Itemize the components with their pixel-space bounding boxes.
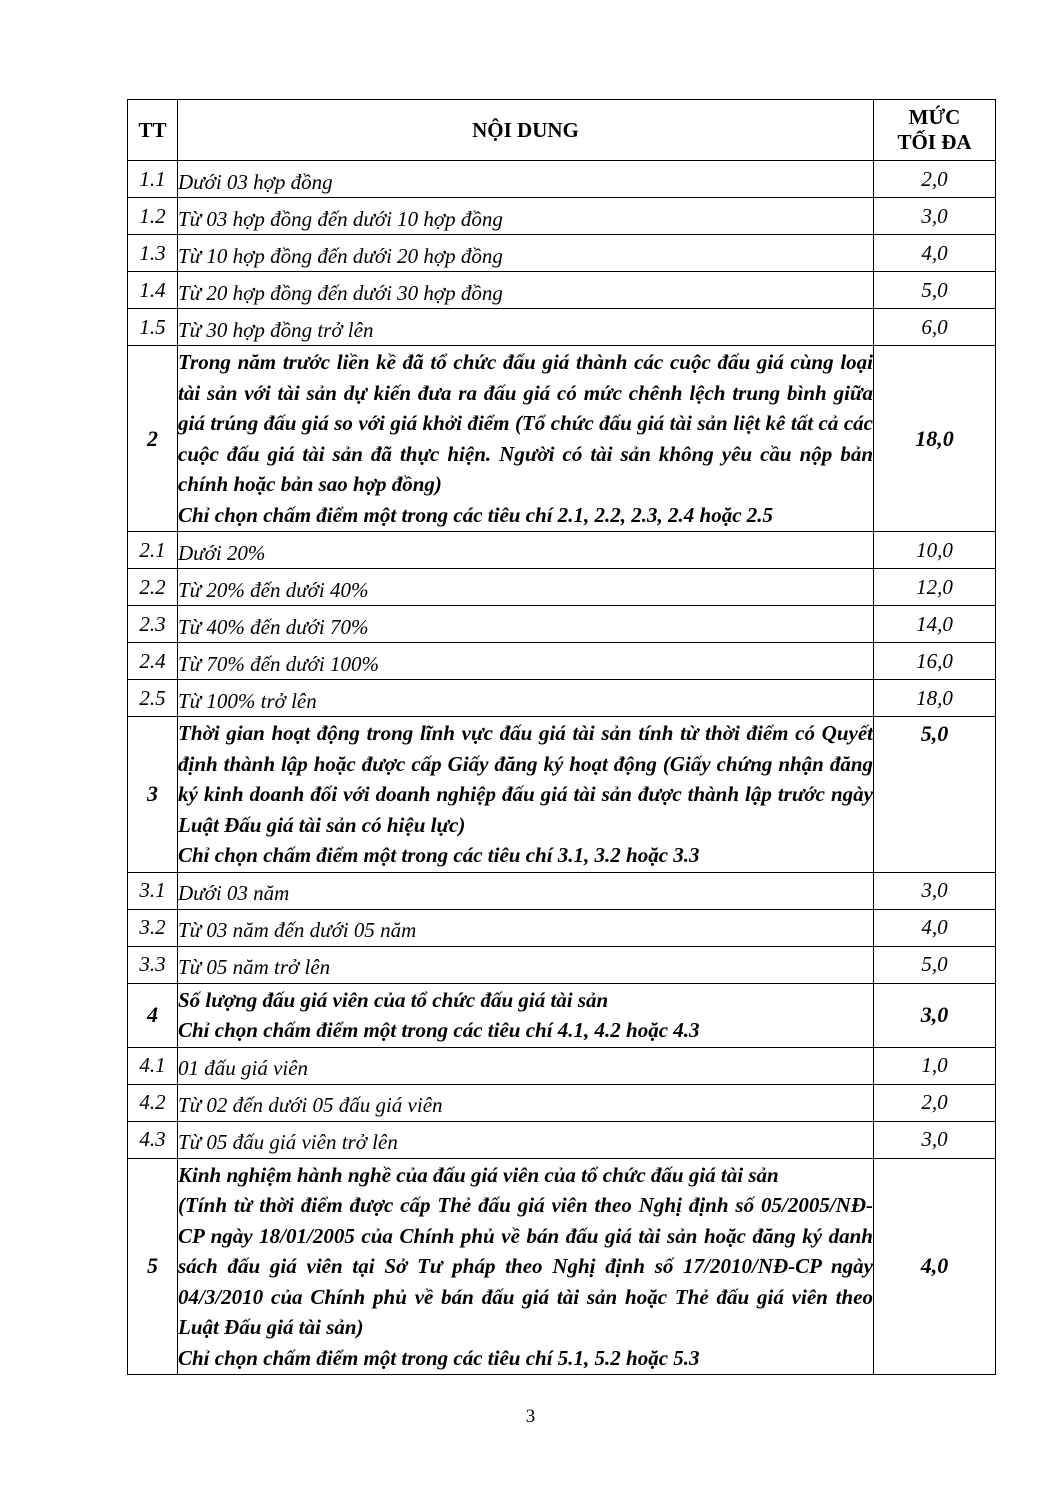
header-muc-toi-da bbox=[874, 100, 996, 161]
row-max: 2,0 bbox=[874, 161, 996, 198]
table-row bbox=[128, 909, 996, 946]
criterion-description: Kinh nghiệm hành nghề của đấu giá viên của tổ chức đấu giá tài sản bbox=[178, 1162, 779, 1187]
table-row bbox=[128, 161, 996, 198]
row-content: Dưới 03 hợp đồng bbox=[178, 161, 874, 198]
header-muc-line2: TỐI ĐA bbox=[897, 130, 972, 154]
row-tt: 3.3 bbox=[128, 946, 178, 983]
row-max: 6,0 bbox=[874, 309, 996, 346]
header-tt: TT bbox=[128, 100, 178, 161]
row-content: Từ 05 năm trở lên bbox=[178, 946, 874, 983]
table-row bbox=[128, 1084, 996, 1121]
table-row-criterion bbox=[128, 717, 996, 873]
table-row bbox=[128, 946, 996, 983]
row-tt: 3.2 bbox=[128, 909, 178, 946]
criterion-instruction: Chỉ chọn chấm điểm một trong các tiêu chí 3.1, 3.2 hoặc 3.3 bbox=[178, 843, 700, 867]
table-row bbox=[128, 606, 996, 643]
row-content: Từ 10 hợp đồng đến dưới 20 hợp đồng bbox=[178, 235, 874, 272]
row-max: 5,0 bbox=[874, 717, 996, 873]
row-max: 18,0 bbox=[874, 346, 996, 532]
row-max: 12,0 bbox=[874, 569, 996, 606]
row-max: 3,0 bbox=[874, 983, 996, 1047]
table-row-criterion bbox=[128, 1158, 996, 1375]
row-tt: 2.5 bbox=[128, 680, 178, 717]
header-muc-line1: MỨC bbox=[908, 105, 961, 129]
row-tt: 4.1 bbox=[128, 1047, 178, 1084]
row-tt: 1.4 bbox=[128, 272, 178, 309]
row-max: 5,0 bbox=[874, 946, 996, 983]
row-content bbox=[178, 983, 874, 1047]
table-row-criterion bbox=[128, 983, 996, 1047]
row-max: 18,0 bbox=[874, 680, 996, 717]
row-max: 3,0 bbox=[874, 198, 996, 235]
row-max: 4,0 bbox=[874, 1158, 996, 1375]
row-content bbox=[178, 717, 874, 873]
row-content: Từ 03 năm đến dưới 05 năm bbox=[178, 909, 874, 946]
row-tt: 3 bbox=[128, 717, 178, 873]
table-row bbox=[128, 272, 996, 309]
row-tt: 2.1 bbox=[128, 532, 178, 569]
row-tt: 2.4 bbox=[128, 643, 178, 680]
row-tt: 4.3 bbox=[128, 1121, 178, 1158]
row-max: 16,0 bbox=[874, 643, 996, 680]
criterion-description: Số lượng đấu giá viên của tổ chức đấu giá tài sản bbox=[178, 987, 609, 1012]
row-max: 14,0 bbox=[874, 606, 996, 643]
row-max: 3,0 bbox=[874, 872, 996, 909]
row-content bbox=[178, 346, 874, 532]
row-tt: 4 bbox=[128, 983, 178, 1047]
row-tt: 5 bbox=[128, 1158, 178, 1375]
header-noi-dung: NỘI DUNG bbox=[178, 100, 874, 161]
row-content: Từ 70% đến dưới 100% bbox=[178, 643, 874, 680]
row-content: Từ 02 đến dưới 05 đấu giá viên bbox=[178, 1084, 874, 1121]
row-content: Từ 100% trở lên bbox=[178, 680, 874, 717]
row-max: 3,0 bbox=[874, 1121, 996, 1158]
row-tt: 1.3 bbox=[128, 235, 178, 272]
row-content: Dưới 20% bbox=[178, 532, 874, 569]
table-row bbox=[128, 198, 996, 235]
table-row bbox=[128, 532, 996, 569]
row-tt: 1.2 bbox=[128, 198, 178, 235]
criterion-instruction: Chỉ chọn chấm điểm một trong các tiêu chí 2.1, 2.2, 2.3, 2.4 hoặc 2.5 bbox=[178, 502, 774, 527]
row-content: Từ 03 hợp đồng đến dưới 10 hợp đồng bbox=[178, 198, 874, 235]
row-tt: 1.5 bbox=[128, 309, 178, 346]
page-number: 3 bbox=[525, 1406, 536, 1427]
table-row bbox=[128, 569, 996, 606]
row-tt: 2 bbox=[128, 346, 178, 532]
row-content: Từ 20% đến dưới 40% bbox=[178, 569, 874, 606]
row-content: 01 đấu giá viên bbox=[178, 1047, 874, 1084]
row-tt: 3.1 bbox=[128, 872, 178, 909]
criterion-description: Trong năm trước liền kề đã tổ chức đấu giá thành các cuộc đấu giá cùng loại tài sản với tài sản dự kiến đưa ra đấu giá có mức chênh lệch trung bình giữa giá trúng đấu giá so với giá khởi điểm (Tổ chức đấu giá tài sản liệt kê tất cả các cuộc đấu giá tài sản đã thực hiện. Người có tài sản không yêu cầu nộp bản chính hoặc bản sao hợp đồng) bbox=[178, 350, 873, 496]
table-row bbox=[128, 872, 996, 909]
table-row-criterion bbox=[128, 346, 996, 532]
row-content: Từ 40% đến dưới 70% bbox=[178, 606, 874, 643]
row-max: 1,0 bbox=[874, 1047, 996, 1084]
table-row bbox=[128, 1047, 996, 1084]
table-row bbox=[128, 235, 996, 272]
row-max: 5,0 bbox=[874, 272, 996, 309]
table-row bbox=[128, 680, 996, 717]
criterion-description: Thời gian hoạt động trong lĩnh vực đấu giá tài sản tính từ thời điểm có Quyết định thành lập hoặc được cấp Giấy đăng ký hoạt động (Giấy chứng nhận đăng ký kinh doanh đối với doanh nghiệp đấu giá tài sản được thành lập trước ngày Luật Đấu giá tài sản có hiệu lực) bbox=[178, 721, 873, 837]
table-row bbox=[128, 643, 996, 680]
row-content bbox=[178, 1158, 874, 1375]
criterion-instruction: Chỉ chọn chấm điểm một trong các tiêu chí 4.1, 4.2 hoặc 4.3 bbox=[178, 1018, 700, 1042]
row-content: Từ 20 hợp đồng đến dưới 30 hợp đồng bbox=[178, 272, 874, 309]
row-content: Từ 05 đấu giá viên trở lên bbox=[178, 1121, 874, 1158]
row-tt: 4.2 bbox=[128, 1084, 178, 1121]
row-max: 4,0 bbox=[874, 909, 996, 946]
table-row bbox=[128, 309, 996, 346]
row-max: 10,0 bbox=[874, 532, 996, 569]
row-tt: 2.3 bbox=[128, 606, 178, 643]
criteria-table bbox=[127, 99, 996, 1375]
row-max: 4,0 bbox=[874, 235, 996, 272]
row-tt: 2.2 bbox=[128, 569, 178, 606]
row-max: 2,0 bbox=[874, 1084, 996, 1121]
table-row bbox=[128, 1121, 996, 1158]
row-content: Dưới 03 năm bbox=[178, 872, 874, 909]
row-content: Từ 30 hợp đồng trở lên bbox=[178, 309, 874, 346]
criterion-note: (Tính từ thời điểm được cấp Thẻ đấu giá viên theo Nghị định số 05/2005/NĐ-CP ngày 18/01/2005 của Chính phủ về bán đấu giá tài sản hoặc đăng ký danh sách đấu giá viên tại Sở Tư pháp theo Nghị định số 17/2010/NĐ-CP ngày 04/3/2010 của Chính phủ về bán đấu giá tài sản hoặc Thẻ đấu giá viên theo Luật Đấu giá tài sản) bbox=[178, 1193, 873, 1339]
table-header-row bbox=[128, 100, 996, 161]
criterion-instruction: Chỉ chọn chấm điểm một trong các tiêu chí 5.1, 5.2 hoặc 5.3 bbox=[178, 1345, 700, 1370]
row-tt: 1.1 bbox=[128, 161, 178, 198]
